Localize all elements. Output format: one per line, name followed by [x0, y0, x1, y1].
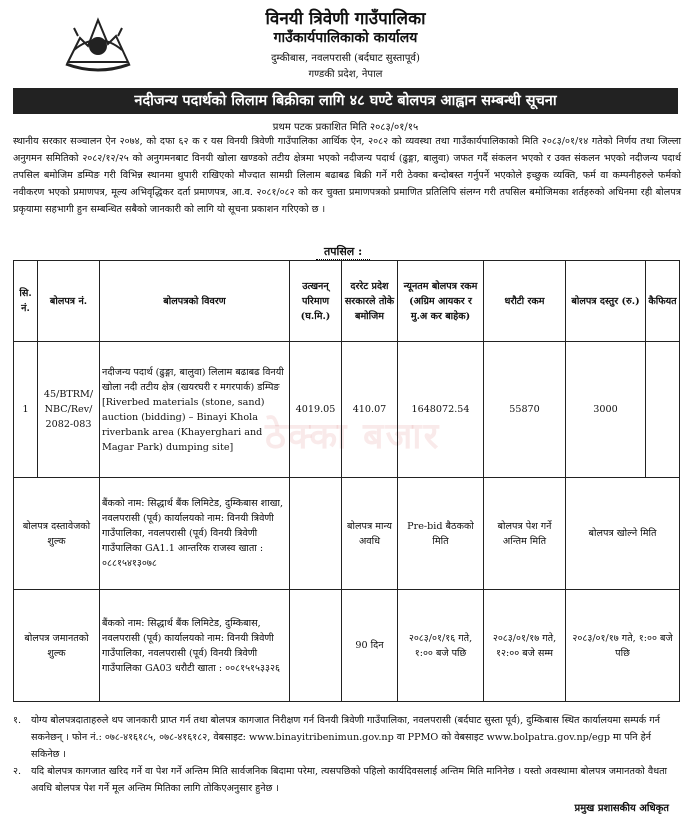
bid-table [13, 260, 680, 702]
publish-date: प्रथम पटक प्रकाशित मिति २०८३/०१/१५ [272, 122, 419, 133]
submission-label: बोलपत्र पेश गर्ने अन्तिम मिति [484, 478, 566, 590]
row-deposit: 55870 [484, 342, 566, 478]
col-header: उत्खनन् परिमाण (घ.मि.) [290, 261, 342, 342]
col-header: धरौटी रकम [484, 261, 566, 342]
note-text: योग्य बोलपत्रदाताहरुले थप जानकारी प्राप्त गर्न तथा बोलपत्र कागजात निरीक्षण गर्न विनयी त्रिवेणी गाउँपालिका, नवलपरासी (बर्दघाट सुस्ता पूर्व), दुम्किबास स्थित कार्यालयमा सम्पर्क गर्न सकनेछन् । फोन नं.: ०७८-४१६१८५, ०७८-४१६१८२, वेबसाइट: www.binayitribenimun.gov.np वा PPMO को वेबसाइट www.bolpatra.gov.np/egp मा पनि हेर्न सकिनेछ । [31, 715, 660, 760]
security-fee-label: बोलपत्र जमानतको शुल्क [14, 590, 100, 702]
opening-label: बोलपत्र खोल्ने मिति [566, 478, 680, 590]
note-text: यदि बोलपत्र कागजात खरिद गर्ने वा पेश गर्ने अन्तिम मिति सार्वजनिक बिदामा परेमा, त्यसपछिको पहिलो कार्यदिवसलाई अन्तिम मिति मानिनेछ । यस्तो अवस्थामा बोलपत्र जमानतको वैधता अवधि बोलपत्र पेश गर्ने मूल अन्तिम मितिका लागि तोकिएअनुसार हुनेछ । [31, 766, 668, 794]
schedule-label: तपसिल : [316, 244, 370, 260]
row-remarks [646, 342, 680, 478]
office-name: विनयी त्रिवेणी गाउँपालिका [265, 9, 426, 29]
office-address: दुम्कीबास, नवलपरासी (बर्दघाट सुस्तापूर्व) [271, 53, 420, 64]
row-min-amount: 1648072.54 [398, 342, 484, 478]
col-header: बोलपत्र नं. [38, 261, 100, 342]
validity-value: 90 दिन [342, 590, 398, 702]
col-header: दररेट प्रदेश सरकारले तोके बमोजिम [342, 261, 398, 342]
note-item [13, 763, 681, 797]
table-header-row [14, 261, 680, 342]
opening-date: २०८३/०१/१७ गते, १:०० बजे पछि [566, 590, 680, 702]
office-province: गण्डकी प्रदेश, नेपाल [308, 69, 383, 80]
notes-list [13, 712, 681, 797]
row-bid-no: 45/BTRM/ NBC/Rev/ 2082-083 [38, 342, 100, 478]
col-header: कैफियत [646, 261, 680, 342]
prebid-label: Pre-bid बैठकको मिति [398, 478, 484, 590]
row-rate: 410.07 [342, 342, 398, 478]
watermark: ठेक्का बजार [265, 416, 441, 457]
validity-label: बोलपत्र मान्य अवधि [342, 478, 398, 590]
table-row [14, 590, 680, 702]
notice-title: नदीजन्य पदार्थको लिलाम बिक्रीका लागि ४८ घण्टे बोलपत्र आह्वान सम्बन्धी सूचना [13, 88, 678, 114]
col-header: बोलपत्रको विवरण [100, 261, 290, 342]
note-item [13, 712, 681, 763]
signatory-title: प्रमुख प्रशासकीय अधिकृत [574, 803, 669, 814]
row-sn: 1 [14, 342, 38, 478]
row-description: नदीजन्य पदार्थ (ढुङ्गा, बालुवा) लिलाम बढाबढ विनयी खोला नदी तटीय क्षेत्र (खयरघरी र मगरपार्क) डम्पिङ [Riverbed materials (stone, sand) auction (bidding) – Binayi Khola riverbank area (Khayerghari and Magar Park) dumping site] [100, 342, 290, 478]
row-quantity: 4019.05 [290, 342, 342, 478]
col-header: बोलपत्र दस्तुर (रु.) [566, 261, 646, 342]
intro-paragraph: स्थानीय सरकार सञ्चालन ऐन २०७४, को दफा ६२ क र यस विनयी त्रिवेणी गाउँपालिका आर्थिक ऐन, २०८२ को व्यवस्था तथा गाउँकार्यपालिकाको मिति २०८३/०१/१४ गतेको निर्णय तथा जिल्ला अनुगमन समितिको २०८२/१२/२५ को अनुगमनबाट विनयी खोला खण्डको तटीय क्षेत्रमा भएको नदीजन्य पदार्थ (ढुङ्गा, बालुवा) जफत गर्दै संकलन भएको र उक्त संकलन भएको नदीजन्य पदार्थ तपसिल बमोजिम डम्पिङ गरी विभिन्न स्थानमा थुपारी राखिएको मौज्दात सामग्री लिलाम बढाबढ बिक्री गर्ने गरी ठेक्का बन्दोबस्त गर्नुपर्ने भएकोले इच्छुक व्यक्ति, फर्म वा कम्पनीहरुले फर्मको नवीकरण भएको प्रमाणपत्र, मूल्य अभिवृद्धिकर दर्ता प्रमाणपत्र, आ.व. २०८१/०८२ को कर चुक्ता प्रमाणपत्रको प्रमाणित प्रतिलिपि संलग्न गरी तपसिल बमोजिमका शर्तहरुको अधिनमा रही बोलपत्र प्रकृयामा सहभागी हुन सम्बन्धित सबैको जानकारी को लागि यो सूचना प्रकाशन गरिएको छ । [13, 136, 681, 215]
row-fee: 3000 [566, 342, 646, 478]
note-number: १. [13, 715, 22, 726]
document-fee-label: बोलपत्र दस्तावेजको शुल्क [14, 478, 100, 590]
table-row [14, 342, 680, 478]
submission-deadline: २०८३/०१/१७ गते, १२:०० बजे सम्म [484, 590, 566, 702]
office-subtitle: गाउँकार्यपालिकाको कार्यालय [273, 30, 418, 46]
col-header: सि. नं. [14, 261, 38, 342]
table-row [14, 478, 680, 590]
col-header: न्यूनतम बोलपत्र रकम (अग्रिम आयकर र मु.अ कर बाहेक) [398, 261, 484, 342]
prebid-date: २०८३/०१/१६ गते, १:०० बजे पछि [398, 590, 484, 702]
document-fee-bank: बैंकको नाम: सिद्धार्थ बैंक लिमिटेड, दुम्किबास शाखा, नवलपरासी (पूर्व) कार्यालयको नाम: विनयी त्रिवेणी गाउँपालिका, नवलपरासी (पूर्व) विनयी त्रिवेणी गाउँपालिका GA1.1 आन्तरिक राजस्व खाता : ०८८१५४१३०७८ [100, 478, 290, 590]
security-fee-bank: बैंकको नाम: सिद्धार्थ बैंक लिमिटेड, दुम्किबास, नवलपरासी (पूर्व) कार्यालयको नाम: विनयी त्रिवेणी गाउँपालिका, नवलपरासी (पूर्व) विनयी त्रिवेणी गाउँपालिका GA03 धरौटी खाता : ००८१५१५३३२६ [100, 590, 290, 702]
note-number: २. [13, 766, 22, 777]
